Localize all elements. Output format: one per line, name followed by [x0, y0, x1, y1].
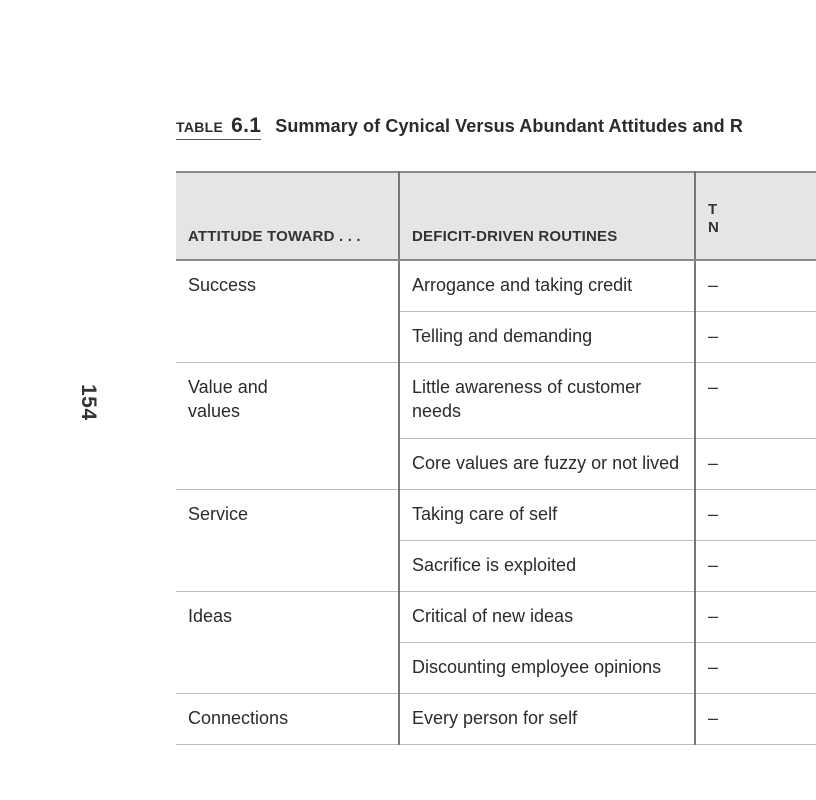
deficit-routine-cell: Core values are fuzzy or not lived — [399, 439, 695, 490]
deficit-routine-cell: Telling and demanding — [399, 312, 695, 363]
third-column-cell: – — [695, 312, 816, 363]
third-column-cell: – — [695, 439, 816, 490]
attitude-cell-service: Service — [176, 490, 399, 592]
attitude-cell-connections: Connections — [176, 694, 399, 745]
table-number: 6.1 — [231, 114, 262, 137]
deficit-routine-cell: Little awareness of customer needs — [399, 363, 695, 439]
table-label-word: TABLE — [176, 119, 224, 135]
table-row — [176, 694, 816, 745]
table-title: Summary of Cynical Versus Abundant Attitudes and R — [275, 116, 743, 136]
table-row — [176, 490, 816, 541]
third-column-cell: – — [695, 541, 816, 592]
attitude-cell-ideas: Ideas — [176, 592, 399, 694]
table-caption — [176, 114, 743, 140]
attitude-text: Value and values — [188, 377, 268, 421]
header-attitude-toward: ATTITUDE TOWARD . . . — [176, 172, 399, 260]
third-column-cell: – — [695, 592, 816, 643]
table-row — [176, 260, 816, 312]
header-deficit-driven-routines: DEFICIT-DRIVEN ROUTINES — [399, 172, 695, 260]
deficit-routine-cell: Discounting employee opinions — [399, 643, 695, 694]
table-label — [176, 114, 261, 140]
header-third-line-2: N — [708, 219, 720, 236]
table-row — [176, 363, 816, 439]
deficit-routine-cell: Every person for self — [399, 694, 695, 745]
deficit-routine-cell: Arrogance and taking credit — [399, 260, 695, 312]
header-third-line-1: T — [708, 201, 718, 218]
third-column-cell: – — [695, 694, 816, 745]
deficit-routine-cell: Critical of new ideas — [399, 592, 695, 643]
third-column-cell: – — [695, 363, 816, 439]
summary-table-container — [176, 171, 720, 731]
attitude-cell-value-and-values — [176, 363, 399, 490]
table-header-row — [176, 172, 816, 260]
summary-table — [176, 171, 816, 745]
attitude-cell-success: Success — [176, 260, 399, 363]
deficit-routine-cell: Sacrifice is exploited — [399, 541, 695, 592]
table-row — [176, 592, 816, 643]
third-column-cell: – — [695, 260, 816, 312]
third-column-cell: – — [695, 643, 816, 694]
third-column-cell: – — [695, 490, 816, 541]
page-number: 154 — [77, 384, 100, 421]
deficit-routine-cell: Taking care of self — [399, 490, 695, 541]
header-third-column — [695, 172, 816, 260]
